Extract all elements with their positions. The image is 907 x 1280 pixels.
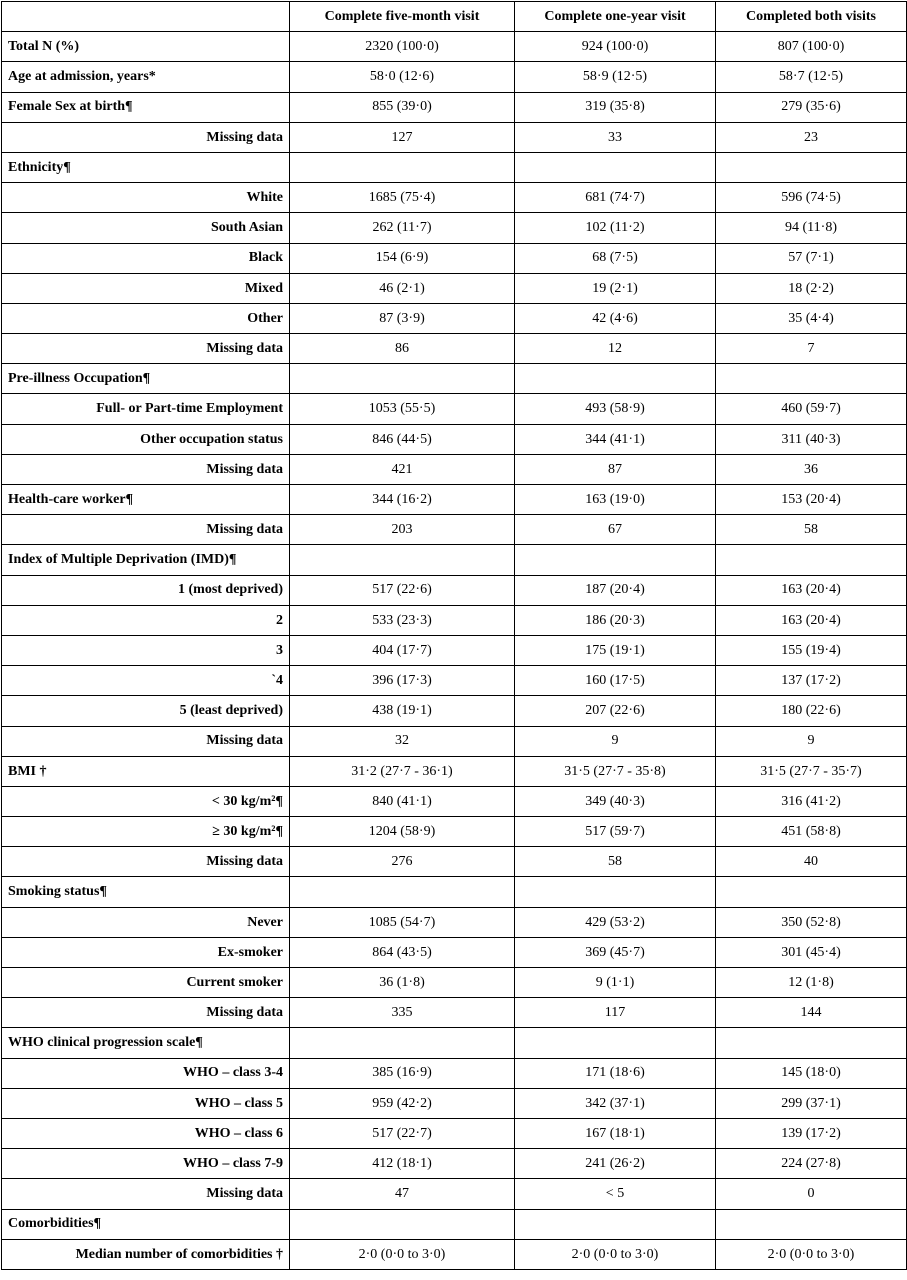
cell-one-year — [515, 364, 716, 394]
cell-five-month: 58·0 (12·6) — [290, 62, 515, 92]
cell-one-year: 344 (41·1) — [515, 424, 716, 454]
column-header-five-month: Complete five-month visit — [290, 2, 515, 32]
row-label: Full- or Part-time Employment — [2, 394, 290, 424]
table-row — [2, 605, 907, 635]
row-label: Missing data — [2, 1179, 290, 1209]
cell-one-year — [515, 545, 716, 575]
table-row — [2, 847, 907, 877]
table-row — [2, 32, 907, 62]
row-label: WHO – class 7-9 — [2, 1149, 290, 1179]
table-row — [2, 1028, 907, 1058]
cell-one-year: 9 (1·1) — [515, 968, 716, 998]
cell-five-month: 32 — [290, 726, 515, 756]
cell-both-visits: 139 (17·2) — [716, 1118, 907, 1148]
table-row — [2, 1118, 907, 1148]
cell-both-visits: 31·5 (27·7 - 35·7) — [716, 756, 907, 786]
table-body — [2, 32, 907, 1270]
cell-both-visits: 460 (59·7) — [716, 394, 907, 424]
row-label: BMI † — [2, 756, 290, 786]
row-label: Mixed — [2, 273, 290, 303]
cell-five-month: 864 (43·5) — [290, 937, 515, 967]
row-label: Current smoker — [2, 968, 290, 998]
cell-both-visits: 36 — [716, 454, 907, 484]
row-label: < 30 kg/m²¶ — [2, 786, 290, 816]
table-row — [2, 152, 907, 182]
cell-five-month: 517 (22·6) — [290, 575, 515, 605]
row-label: Missing data — [2, 998, 290, 1028]
table-row — [2, 424, 907, 454]
cell-both-visits: 18 (2·2) — [716, 273, 907, 303]
cell-five-month: 517 (22·7) — [290, 1118, 515, 1148]
cell-both-visits: 58·7 (12·5) — [716, 62, 907, 92]
cell-both-visits — [716, 152, 907, 182]
cell-one-year: 429 (53·2) — [515, 907, 716, 937]
cell-one-year: 924 (100·0) — [515, 32, 716, 62]
cell-one-year: 31·5 (27·7 - 35·8) — [515, 756, 716, 786]
row-label: Ethnicity¶ — [2, 152, 290, 182]
cell-five-month: 203 — [290, 515, 515, 545]
cell-five-month: 1204 (58·9) — [290, 817, 515, 847]
cohort-characteristics-table — [1, 1, 907, 1270]
table-row — [2, 394, 907, 424]
cell-one-year: 517 (59·7) — [515, 817, 716, 847]
cell-five-month — [290, 152, 515, 182]
cell-one-year: 493 (58·9) — [515, 394, 716, 424]
cell-five-month: 335 — [290, 998, 515, 1028]
cell-one-year: 681 (74·7) — [515, 183, 716, 213]
row-label: White — [2, 183, 290, 213]
cell-both-visits: 180 (22·6) — [716, 696, 907, 726]
cell-five-month: 344 (16·2) — [290, 485, 515, 515]
table-row — [2, 1239, 907, 1269]
table-row — [2, 92, 907, 122]
cell-five-month: 262 (11·7) — [290, 213, 515, 243]
cell-both-visits: 2·0 (0·0 to 3·0) — [716, 1239, 907, 1269]
cell-five-month: 154 (6·9) — [290, 243, 515, 273]
cell-five-month — [290, 364, 515, 394]
row-label: Total N (%) — [2, 32, 290, 62]
cell-five-month: 1085 (54·7) — [290, 907, 515, 937]
cell-one-year: 87 — [515, 454, 716, 484]
column-header-both-visits: Completed both visits — [716, 2, 907, 32]
table-row — [2, 303, 907, 333]
cell-both-visits: 301 (45·4) — [716, 937, 907, 967]
cell-one-year: 369 (45·7) — [515, 937, 716, 967]
cell-one-year — [515, 877, 716, 907]
cell-both-visits: 94 (11·8) — [716, 213, 907, 243]
cell-both-visits: 145 (18·0) — [716, 1058, 907, 1088]
cell-both-visits — [716, 877, 907, 907]
cell-one-year: 19 (2·1) — [515, 273, 716, 303]
row-label: Comorbidities¶ — [2, 1209, 290, 1239]
table-row — [2, 454, 907, 484]
table-row — [2, 877, 907, 907]
cell-both-visits: 299 (37·1) — [716, 1088, 907, 1118]
cell-five-month: 404 (17·7) — [290, 635, 515, 665]
row-label: WHO – class 6 — [2, 1118, 290, 1148]
cell-one-year — [515, 152, 716, 182]
cell-both-visits: 58 — [716, 515, 907, 545]
header-row — [2, 2, 907, 32]
cell-one-year: 67 — [515, 515, 716, 545]
table-row — [2, 273, 907, 303]
cell-one-year: 160 (17·5) — [515, 666, 716, 696]
cell-both-visits: 144 — [716, 998, 907, 1028]
column-header-one-year: Complete one-year visit — [515, 2, 716, 32]
table-row — [2, 515, 907, 545]
cell-five-month: 855 (39·0) — [290, 92, 515, 122]
cell-five-month: 276 — [290, 847, 515, 877]
cell-one-year — [515, 1028, 716, 1058]
cell-both-visits: 57 (7·1) — [716, 243, 907, 273]
cell-one-year: 33 — [515, 122, 716, 152]
table-row — [2, 122, 907, 152]
cell-both-visits: 224 (27·8) — [716, 1149, 907, 1179]
row-label: Other — [2, 303, 290, 333]
cell-both-visits: 155 (19·4) — [716, 635, 907, 665]
table-row — [2, 1179, 907, 1209]
cell-both-visits: 153 (20·4) — [716, 485, 907, 515]
row-label: WHO clinical progression scale¶ — [2, 1028, 290, 1058]
row-label: 5 (least deprived) — [2, 696, 290, 726]
cell-five-month: 36 (1·8) — [290, 968, 515, 998]
table-row — [2, 937, 907, 967]
cell-one-year: 171 (18·6) — [515, 1058, 716, 1088]
row-label: Black — [2, 243, 290, 273]
cell-both-visits — [716, 364, 907, 394]
cell-one-year: 342 (37·1) — [515, 1088, 716, 1118]
cell-both-visits: 163 (20·4) — [716, 575, 907, 605]
table-row — [2, 666, 907, 696]
row-label: Missing data — [2, 847, 290, 877]
cell-both-visits: 451 (58·8) — [716, 817, 907, 847]
table-row — [2, 756, 907, 786]
cell-five-month: 396 (17·3) — [290, 666, 515, 696]
cell-one-year: 12 — [515, 334, 716, 364]
cell-both-visits: 311 (40·3) — [716, 424, 907, 454]
cell-one-year: 167 (18·1) — [515, 1118, 716, 1148]
table-row — [2, 696, 907, 726]
row-label: WHO – class 5 — [2, 1088, 290, 1118]
row-label: Index of Multiple Deprivation (IMD)¶ — [2, 545, 290, 575]
cell-five-month: 47 — [290, 1179, 515, 1209]
row-label: Missing data — [2, 122, 290, 152]
row-label: Smoking status¶ — [2, 877, 290, 907]
row-label: Missing data — [2, 726, 290, 756]
cell-both-visits: 7 — [716, 334, 907, 364]
cell-five-month: 31·2 (27·7 - 36·1) — [290, 756, 515, 786]
cell-five-month: 2320 (100·0) — [290, 32, 515, 62]
cell-both-visits: 40 — [716, 847, 907, 877]
row-label: WHO – class 3-4 — [2, 1058, 290, 1088]
table-row — [2, 575, 907, 605]
cell-five-month: 1053 (55·5) — [290, 394, 515, 424]
table-row — [2, 243, 907, 273]
cell-one-year: 58 — [515, 847, 716, 877]
cell-one-year: 42 (4·6) — [515, 303, 716, 333]
cell-both-visits: 35 (4·4) — [716, 303, 907, 333]
cell-one-year: 58·9 (12·5) — [515, 62, 716, 92]
cell-one-year: 187 (20·4) — [515, 575, 716, 605]
cell-five-month: 840 (41·1) — [290, 786, 515, 816]
row-label: South Asian — [2, 213, 290, 243]
table-row — [2, 1209, 907, 1239]
cell-one-year — [515, 1209, 716, 1239]
cell-five-month: 412 (18·1) — [290, 1149, 515, 1179]
table-row — [2, 1088, 907, 1118]
cell-one-year: 9 — [515, 726, 716, 756]
cell-both-visits: 137 (17·2) — [716, 666, 907, 696]
table-row — [2, 786, 907, 816]
row-label: Ex-smoker — [2, 937, 290, 967]
cell-both-visits: 12 (1·8) — [716, 968, 907, 998]
cell-five-month: 533 (23·3) — [290, 605, 515, 635]
table-container — [1, 1, 907, 1270]
cell-both-visits: 350 (52·8) — [716, 907, 907, 937]
cell-five-month: 438 (19·1) — [290, 696, 515, 726]
column-header-label — [2, 2, 290, 32]
cell-one-year: 349 (40·3) — [515, 786, 716, 816]
row-label: `4 — [2, 666, 290, 696]
row-label: 3 — [2, 635, 290, 665]
cell-five-month: 2·0 (0·0 to 3·0) — [290, 1239, 515, 1269]
cell-both-visits: 807 (100·0) — [716, 32, 907, 62]
cell-both-visits: 596 (74·5) — [716, 183, 907, 213]
cell-one-year: 241 (26·2) — [515, 1149, 716, 1179]
cell-one-year: 207 (22·6) — [515, 696, 716, 726]
cell-one-year: < 5 — [515, 1179, 716, 1209]
row-label: Other occupation status — [2, 424, 290, 454]
cell-one-year: 102 (11·2) — [515, 213, 716, 243]
cell-both-visits: 163 (20·4) — [716, 605, 907, 635]
row-label: Health-care worker¶ — [2, 485, 290, 515]
row-label: Pre-illness Occupation¶ — [2, 364, 290, 394]
cell-both-visits: 316 (41·2) — [716, 786, 907, 816]
cell-five-month: 846 (44·5) — [290, 424, 515, 454]
row-label: ≥ 30 kg/m²¶ — [2, 817, 290, 847]
cell-five-month: 86 — [290, 334, 515, 364]
table-row — [2, 998, 907, 1028]
table-row — [2, 62, 907, 92]
cell-both-visits — [716, 1209, 907, 1239]
cell-one-year: 186 (20·3) — [515, 605, 716, 635]
table-row — [2, 1149, 907, 1179]
row-label: Female Sex at birth¶ — [2, 92, 290, 122]
row-label: Never — [2, 907, 290, 937]
table-row — [2, 726, 907, 756]
cell-one-year: 163 (19·0) — [515, 485, 716, 515]
cell-five-month: 421 — [290, 454, 515, 484]
cell-five-month — [290, 877, 515, 907]
table-row — [2, 907, 907, 937]
cell-five-month: 1685 (75·4) — [290, 183, 515, 213]
table-row — [2, 213, 907, 243]
cell-one-year: 2·0 (0·0 to 3·0) — [515, 1239, 716, 1269]
table-row — [2, 364, 907, 394]
row-label: Median number of comorbidities † — [2, 1239, 290, 1269]
cell-both-visits: 23 — [716, 122, 907, 152]
cell-five-month: 385 (16·9) — [290, 1058, 515, 1088]
table-row — [2, 968, 907, 998]
cell-five-month: 87 (3·9) — [290, 303, 515, 333]
cell-five-month: 127 — [290, 122, 515, 152]
cell-both-visits — [716, 1028, 907, 1058]
table-row — [2, 635, 907, 665]
cell-five-month: 959 (42·2) — [290, 1088, 515, 1118]
cell-five-month — [290, 1028, 515, 1058]
cell-one-year: 68 (7·5) — [515, 243, 716, 273]
cell-both-visits: 0 — [716, 1179, 907, 1209]
table-row — [2, 1058, 907, 1088]
cell-both-visits — [716, 545, 907, 575]
table-row — [2, 334, 907, 364]
table-row — [2, 485, 907, 515]
table-row — [2, 545, 907, 575]
row-label: Missing data — [2, 334, 290, 364]
cell-both-visits: 279 (35·6) — [716, 92, 907, 122]
table-row — [2, 183, 907, 213]
cell-one-year: 175 (19·1) — [515, 635, 716, 665]
cell-five-month: 46 (2·1) — [290, 273, 515, 303]
row-label: Missing data — [2, 515, 290, 545]
cell-both-visits: 9 — [716, 726, 907, 756]
row-label: 2 — [2, 605, 290, 635]
cell-five-month — [290, 545, 515, 575]
row-label: Age at admission, years* — [2, 62, 290, 92]
cell-one-year: 319 (35·8) — [515, 92, 716, 122]
row-label: Missing data — [2, 454, 290, 484]
cell-one-year: 117 — [515, 998, 716, 1028]
cell-five-month — [290, 1209, 515, 1239]
row-label: 1 (most deprived) — [2, 575, 290, 605]
table-row — [2, 817, 907, 847]
